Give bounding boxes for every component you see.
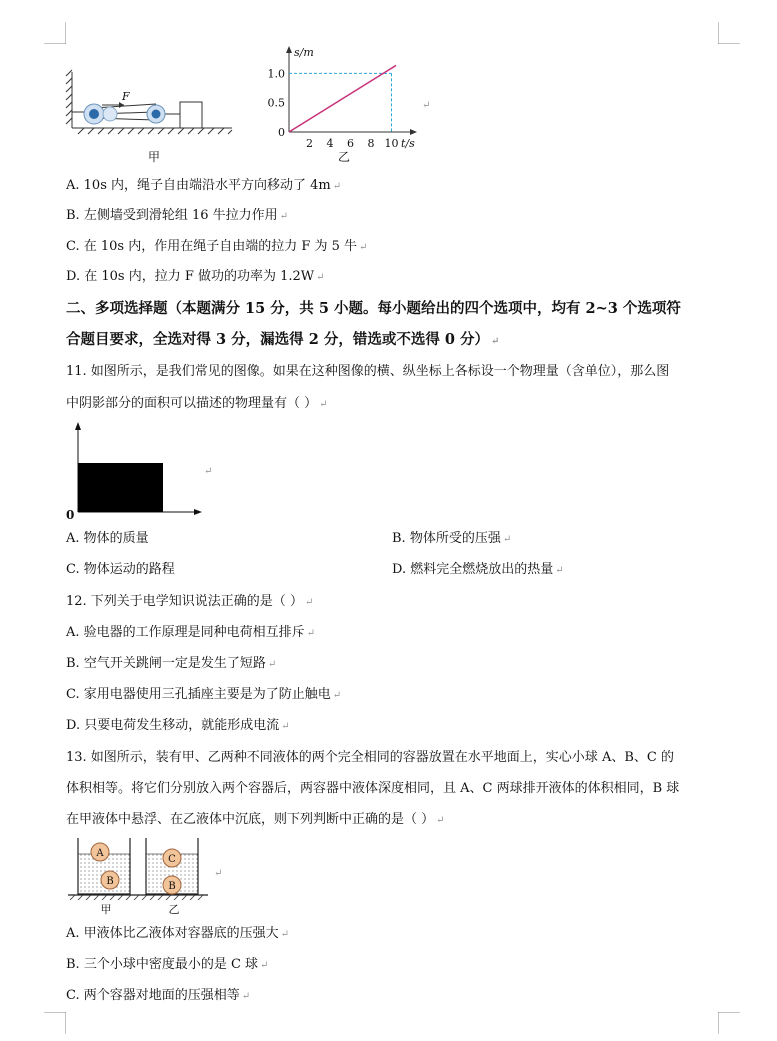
shaded-area xyxy=(78,463,163,512)
q12-option-b: B. 空气开关跳闸一定是发生了短路 ↵ xyxy=(66,656,277,671)
q11-option-b: B. 物体所受的压强 ↵ xyxy=(392,531,512,546)
x-tick-label: 6 xyxy=(347,137,354,150)
pulley-diagram xyxy=(64,62,240,168)
section2-heading-line1: 二、多项选择题（本题满分 15 分，共 5 小题。每小题给出的四个选项中，均有 2~3 个选项符 xyxy=(66,300,681,317)
area-x-axis-arrow xyxy=(194,509,202,515)
s-t-graph xyxy=(262,40,442,170)
y-tick-label: 0.5 xyxy=(267,96,285,110)
q11-option-d: D. 燃料完全燃烧放出的热量 ↵ xyxy=(392,562,564,577)
q12-option-c: C. 家用电器使用三孔插座主要是为了防止触电 ↵ xyxy=(66,687,342,702)
q10-option-a: A. 10s 内，绳子自由端沿水平方向移动了 4m ↵ xyxy=(66,178,342,193)
force-label: F xyxy=(122,90,130,103)
section2-heading-line2: 合题目要求，全选对得 3 分，漏选得 2 分，错选或不选得 0 分） ↵ xyxy=(66,331,500,348)
svg-text:B: B xyxy=(106,876,114,887)
x-tick-label: 4 xyxy=(326,137,334,150)
x-tick-label: 8 xyxy=(367,137,375,150)
svg-text:B: B xyxy=(168,881,176,892)
y-axis-label: s/m xyxy=(294,46,314,59)
return-mark: ↵ xyxy=(214,868,223,879)
q11-stem-line1: 11. 如图所示，是我们常见的图像。如果在这种图像的横、纵坐标上各标设一个物理量（含单位），那么图 xyxy=(66,364,670,379)
series-line xyxy=(289,65,396,132)
y-axis-arrow xyxy=(286,46,292,53)
corner-mark-top-right xyxy=(718,22,740,44)
caption-jia: 甲 xyxy=(147,150,161,164)
q11-stem-line2: 中阴影部分的面积可以描述的物理量有（ ） ↵ xyxy=(66,396,328,411)
q13-option-b: B. 三个小球中密度最小的是 C 球 ↵ xyxy=(66,957,269,972)
q13-stem-line3: 在甲液体中悬浮、在乙液体中沉底，则下列判断中正确的是（ ） ↵ xyxy=(66,812,445,827)
svg-text:C: C xyxy=(168,854,176,865)
containers-diagram xyxy=(64,834,214,916)
q12-stem: 12. 下列关于电学知识说法正确的是（ ） ↵ xyxy=(66,594,314,609)
q11-option-c: C. 物体运动的路程 xyxy=(66,562,175,577)
y-tick-labels xyxy=(268,67,286,139)
q12-option-d: D. 只要电荷发生移动，就能形成电流 ↵ xyxy=(66,718,290,733)
x-tick-labels xyxy=(306,137,399,150)
caption-jia-containers: 甲 xyxy=(100,903,112,916)
q10-option-c: C. 在 10s 内，作用在绳子自由端的拉力 F 为 5 牛 ↵ xyxy=(66,239,368,254)
q11-option-a: A. 物体的质量 xyxy=(66,531,149,546)
x-axis-arrow xyxy=(410,129,417,135)
q12-option-a: A. 验电器的工作原理是同种电荷相互排斥 ↵ xyxy=(66,625,316,640)
area-graph xyxy=(62,418,212,524)
q13-stem-line2: 体积相等。将它们分别放入两个容器后，两容器中液体深度相同，且 A、C 两球排开液体的体积相同，B 球 xyxy=(66,781,680,796)
q10-option-b: B. 左侧墙受到滑轮组 16 牛拉力作用 ↵ xyxy=(66,208,289,223)
q13-stem-line1: 13. 如图所示，装有甲、乙两种不同液体的两个完全相同的容器放置在水平地面上，实心小球 A、B、C 的 xyxy=(66,750,674,765)
caption-yi: 乙 xyxy=(337,150,351,164)
return-mark: ↵ xyxy=(422,100,431,111)
corner-mark-bottom-left xyxy=(44,1012,66,1034)
y-tick-label: 0 xyxy=(278,126,285,139)
return-mark: ↵ xyxy=(204,466,213,477)
corner-mark-top-left xyxy=(44,22,66,44)
q13-option-a: A. 甲液体比乙液体对容器底的压强大 ↵ xyxy=(66,926,290,941)
x-tick-label: 2 xyxy=(306,137,313,150)
caption-yi-containers: 乙 xyxy=(168,903,180,916)
area-y-axis-arrow xyxy=(75,422,81,430)
svg-text:A: A xyxy=(96,848,104,859)
x-axis-label: t/s xyxy=(401,137,415,150)
origin-label: 0 xyxy=(66,508,75,522)
q10-option-d: D. 在 10s 内，拉力 F 做功的功率为 1.2W ↵ xyxy=(66,269,325,284)
corner-mark-bottom-right xyxy=(718,1012,740,1034)
x-tick-label: 10 xyxy=(384,137,399,150)
q13-option-c: C. 两个容器对地面的压强相等 ↵ xyxy=(66,988,251,1003)
y-tick-label: 1.0 xyxy=(267,67,285,81)
